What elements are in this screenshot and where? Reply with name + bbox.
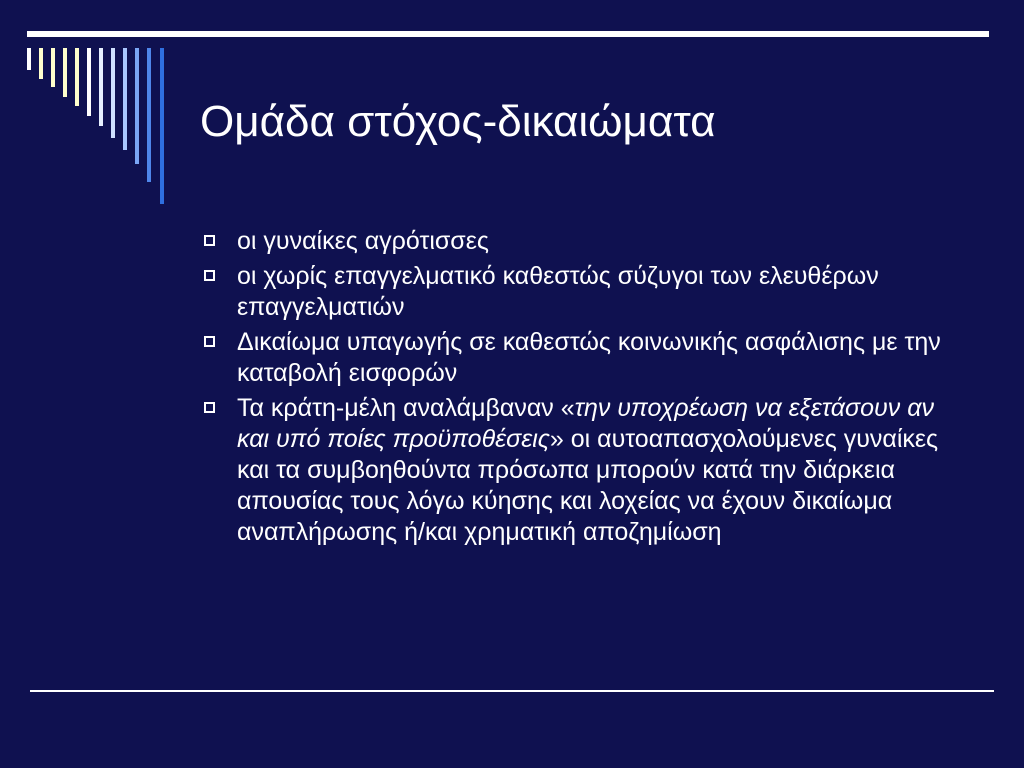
bar-12 xyxy=(160,48,164,204)
bar-4 xyxy=(63,48,67,97)
bar-6 xyxy=(87,48,91,116)
bullet-text: οι χωρίς επαγγελματικό καθεστώς σύζυγοι των ελευθέρων επαγγελματιών xyxy=(237,262,879,321)
hollow-square-bullet-icon xyxy=(204,235,215,246)
bullet-item xyxy=(200,261,960,323)
bullet-text: οι γυναίκες αγρότισσες xyxy=(237,227,489,255)
bar-11 xyxy=(147,48,151,182)
hollow-square-bullet-icon xyxy=(204,402,215,413)
slide-title: Ομάδα στόχος-δικαιώματα xyxy=(200,97,716,146)
bullet-item xyxy=(200,327,960,389)
bar-9 xyxy=(123,48,127,150)
bar-10 xyxy=(135,48,139,164)
bar-2 xyxy=(39,48,43,79)
bullet-text-prefix: Τα κράτη-μέλη αναλάμβαναν « xyxy=(237,394,575,422)
bullet-text-suffix: » οι αυτοαπασχολούμενες γυναίκες και τα συμβοηθούντα πρόσωπα μπορούν κατά την διάρκεια απουσίας τους λόγω κύησης και λοχείας να έχουν δικαίωμα αναπλήρωσης ή/και χρηματική αποζημίωση xyxy=(237,425,939,546)
bottom-rule xyxy=(30,690,994,692)
hollow-square-bullet-icon xyxy=(204,270,215,281)
bar-7 xyxy=(99,48,103,126)
bullet-text-emphasis: την υποχρέωση να εξετάσουν αν και υπό ποίες προϋποθέσεις xyxy=(237,394,934,453)
bullet-item xyxy=(200,393,960,548)
bar-3 xyxy=(51,48,55,87)
decorative-bars xyxy=(0,0,200,220)
bar-1 xyxy=(27,48,31,70)
bar-5 xyxy=(75,48,79,106)
bullet-list xyxy=(200,226,960,552)
hollow-square-bullet-icon xyxy=(204,336,215,347)
bullet-text: Δικαίωμα υπαγωγής σε καθεστώς κοινωνικής ασφάλισης με την καταβολή εισφορών xyxy=(237,328,941,387)
bullet-item xyxy=(200,226,960,257)
bar-8 xyxy=(111,48,115,138)
